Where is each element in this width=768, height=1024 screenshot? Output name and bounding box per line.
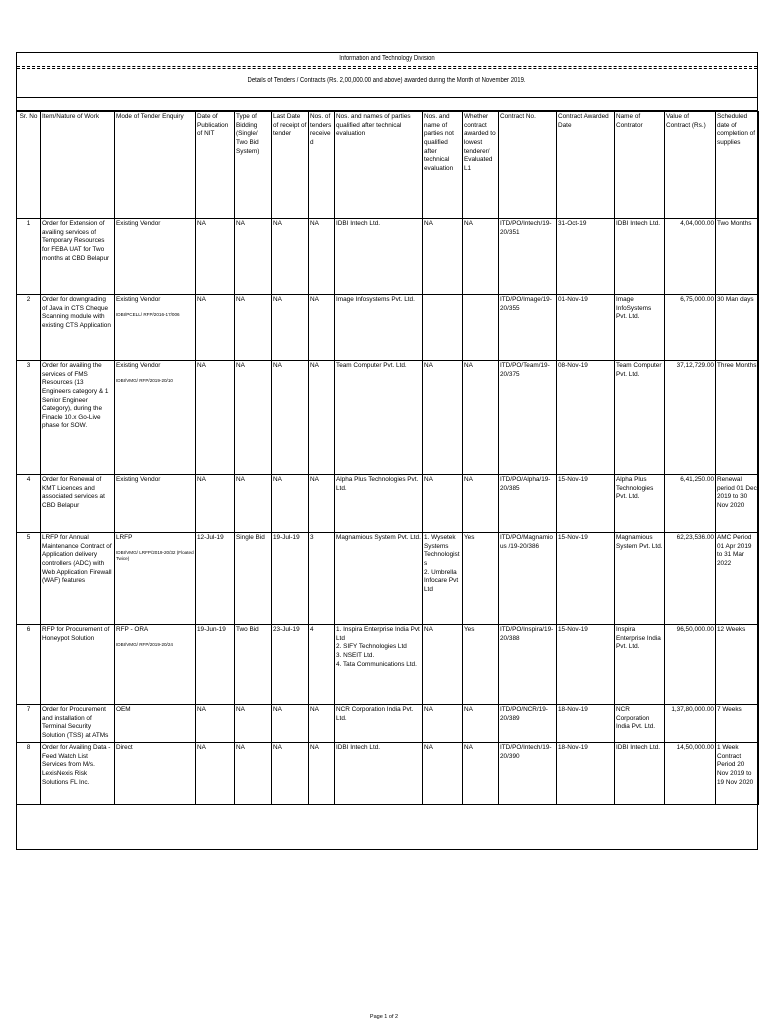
cell-contractor bbox=[615, 705, 665, 743]
cell-item bbox=[41, 705, 115, 743]
cell-contractor bbox=[615, 361, 665, 475]
cell-text: NA bbox=[197, 744, 206, 751]
cell-sr bbox=[17, 705, 41, 743]
cell-bidding bbox=[235, 295, 272, 361]
cell-text: NA bbox=[424, 220, 433, 227]
cell-not-qualified bbox=[423, 219, 463, 295]
cell-not-qualified bbox=[423, 625, 463, 705]
header-row bbox=[17, 112, 759, 219]
cell-text: 7 bbox=[26, 706, 31, 713]
cell-completion bbox=[716, 625, 759, 705]
cell-text: ITD/PO/Intech/19-20/351 bbox=[500, 220, 552, 236]
cell-not-qualified bbox=[423, 361, 463, 475]
cell-text: Yes bbox=[464, 626, 475, 633]
dashed-divider bbox=[17, 66, 757, 69]
cell-item bbox=[41, 625, 115, 705]
cell-value bbox=[665, 361, 716, 475]
cell-text: Order for Renewal of KMT Licences and associated services at CBD Belapur bbox=[42, 476, 105, 509]
cell-text: IDBI Intech Ltd. bbox=[336, 744, 381, 751]
cell-text: 31-Oct-19 bbox=[558, 220, 587, 227]
cell-text: NA bbox=[197, 476, 206, 483]
cell-text: IDBI Intech Ltd. bbox=[616, 220, 661, 227]
cell-sr bbox=[17, 533, 41, 625]
cell-text: 37,12,729.00 bbox=[676, 362, 714, 369]
cell-mode bbox=[115, 743, 196, 805]
cell-mode bbox=[115, 533, 196, 625]
cell-text: 01-Nov-19 bbox=[558, 296, 588, 303]
cell-completion bbox=[716, 743, 759, 805]
cell-tenders bbox=[309, 361, 335, 475]
cell-not-qualified bbox=[423, 533, 463, 625]
cell-text: Direct bbox=[116, 744, 133, 751]
cell-not-qualified bbox=[423, 705, 463, 743]
cell-text: RFP - ORA bbox=[116, 626, 149, 633]
division-title: Information and Technology Division bbox=[339, 55, 435, 62]
table-row bbox=[17, 361, 759, 475]
cell-text: NCR Corporation India Pvt. Ltd. bbox=[336, 706, 414, 722]
cell-bidding bbox=[235, 361, 272, 475]
cell-text: NA bbox=[310, 706, 319, 713]
cell-last-date bbox=[272, 743, 309, 805]
cell-text: Existing Vendor bbox=[116, 362, 161, 369]
cell-text: Image Infosystems Pvt. Ltd. bbox=[336, 296, 415, 303]
cell-text: NA bbox=[273, 296, 282, 303]
cell-text: 08-Nov-19 bbox=[558, 362, 588, 369]
table-row bbox=[17, 219, 759, 295]
cell-item bbox=[41, 295, 115, 361]
cell-text: Yes bbox=[464, 534, 475, 541]
cell-qualified bbox=[335, 219, 423, 295]
cell-mode bbox=[115, 475, 196, 533]
column-header: Nos. of tenders received bbox=[309, 112, 335, 219]
cell-contract-no bbox=[499, 705, 557, 743]
table-row bbox=[17, 475, 759, 533]
cell-sr bbox=[17, 361, 41, 475]
cell-nit bbox=[196, 295, 235, 361]
cell-last-date bbox=[272, 295, 309, 361]
cell-text: ITD/PO/Alpha/19-20/385 bbox=[500, 476, 551, 492]
cell-item bbox=[41, 475, 115, 533]
cell-text: NA bbox=[197, 296, 206, 303]
cell-text: LRFP bbox=[116, 534, 133, 541]
cell-text: 96,50,000.00 bbox=[676, 626, 714, 633]
cell-bidding bbox=[235, 743, 272, 805]
cell-contractor bbox=[615, 533, 665, 625]
cell-text: AMC Period 01 Apr 2019 to 31 Mar 2022 bbox=[717, 534, 752, 567]
cell-not-qualified bbox=[423, 475, 463, 533]
cell-text: ITD/PO/NCR/19-20/389 bbox=[500, 706, 548, 722]
cell-text: NA bbox=[273, 362, 282, 369]
cell-text: NA bbox=[236, 706, 245, 713]
cell-nit bbox=[196, 705, 235, 743]
cell-text: ITD/PO/Team/19-20/375 bbox=[500, 362, 550, 378]
cell-tenders bbox=[309, 743, 335, 805]
cell-last-date bbox=[272, 361, 309, 475]
cell-value bbox=[665, 475, 716, 533]
cell-tenders bbox=[309, 533, 335, 625]
cell-awarded-date bbox=[557, 533, 615, 625]
cell-contract-no bbox=[499, 625, 557, 705]
tender-reference: IDBI/PCELL/ RFP/2016-17/006 bbox=[116, 311, 180, 317]
cell-value bbox=[665, 705, 716, 743]
cell-text: NA bbox=[236, 296, 245, 303]
tender-reference: IDBI/VMG/ LRFP/2019-20/32 (Floated Twice) bbox=[116, 549, 194, 561]
cell-nit bbox=[196, 533, 235, 625]
cell-text: 23-Jul-19 bbox=[273, 626, 300, 633]
cell-text: 62,23,536.00 bbox=[676, 534, 714, 541]
cell-text: 5 bbox=[26, 534, 31, 541]
cell-contract-no bbox=[499, 475, 557, 533]
cell-text: IDBI Intech Ltd. bbox=[616, 744, 661, 751]
cell-text: NA bbox=[310, 476, 319, 483]
column-header: Name of Contrator bbox=[615, 112, 665, 219]
cell-bidding bbox=[235, 475, 272, 533]
cell-text: LRFP for Annual Maintenance Contract of Application delivery controllers (ADC) with Web Application Firewall (WAF) features bbox=[42, 534, 112, 585]
cell-text: NA bbox=[464, 362, 473, 369]
cell-text: Team Computer Pvt. Ltd. bbox=[336, 362, 407, 369]
cell-text: 12 Weeks bbox=[717, 626, 746, 633]
cell-text: 1. Inspira Enterprise India Pvt Ltd 2. SIFY Technologies Ltd 3. NSEIT Ltd. 4. Tata Communications Ltd. bbox=[336, 626, 420, 668]
cell-sr bbox=[17, 219, 41, 295]
cell-text: NA bbox=[236, 476, 245, 483]
cell-qualified bbox=[335, 625, 423, 705]
cell-value bbox=[665, 295, 716, 361]
cell-text: Existing Vendor bbox=[116, 220, 161, 227]
cell-text: 14,50,000.00 bbox=[676, 744, 714, 751]
cell-text: Image InfoSystems Pvt. Ltd. bbox=[616, 296, 652, 321]
cell-text: Existing Vendor bbox=[116, 296, 161, 303]
cell-text: Order for Procurement and installation of Terminal Security Solution (TSS) at ATMs bbox=[42, 706, 109, 739]
cell-text: 19-Jul-19 bbox=[273, 534, 300, 541]
cell-text: RFP for Procurement of Honeypot Solution bbox=[42, 626, 110, 642]
cell-nit bbox=[196, 625, 235, 705]
cell-awarded-date bbox=[557, 625, 615, 705]
cell-text: Alpha Plus Technologies Pvt. Ltd. bbox=[336, 476, 419, 492]
column-header: Mode of Tender Enquiry bbox=[115, 112, 196, 219]
cell-awarded-date bbox=[557, 705, 615, 743]
cell-bidding bbox=[235, 705, 272, 743]
cell-awarded-date bbox=[557, 361, 615, 475]
cell-text: NA bbox=[310, 220, 319, 227]
cell-mode bbox=[115, 219, 196, 295]
cell-awarded-date bbox=[557, 743, 615, 805]
cell-text: NA bbox=[464, 220, 473, 227]
cell-qualified bbox=[335, 295, 423, 361]
table-row bbox=[17, 625, 759, 705]
cell-text: 3 bbox=[26, 362, 31, 369]
cell-value bbox=[665, 743, 716, 805]
cell-text: NA bbox=[424, 476, 433, 483]
cell-qualified bbox=[335, 743, 423, 805]
cell-text: NA bbox=[236, 744, 245, 751]
cell-text: Order for availing the services of FMS Resources (13 Engineers category & 1 Senior Engineer Category), during the Finacle 10.x Go-Live phase for SOW. bbox=[42, 362, 109, 430]
cell-text: 1 Week Contract Period 20 Nov 2019 to 19 Nov 2020 bbox=[717, 744, 754, 786]
cell-text: 30 Man days bbox=[717, 296, 754, 303]
cell-lowest bbox=[463, 361, 499, 475]
cell-text: NA bbox=[424, 744, 433, 751]
cell-mode bbox=[115, 705, 196, 743]
cell-contractor bbox=[615, 625, 665, 705]
table-row bbox=[17, 295, 759, 361]
cell-tenders bbox=[309, 295, 335, 361]
cell-lowest bbox=[463, 475, 499, 533]
cell-contract-no bbox=[499, 533, 557, 625]
column-header: Whether contract awarded to lowest tenderer/ Evaluated L1 bbox=[463, 112, 499, 219]
column-header: Item/Nature of Work bbox=[41, 112, 115, 219]
cell-text: NA bbox=[310, 362, 319, 369]
cell-contract-no bbox=[499, 361, 557, 475]
cell-text: 19-Jun-19 bbox=[197, 626, 226, 633]
column-header: Contract No. bbox=[499, 112, 557, 219]
cell-text: NA bbox=[273, 706, 282, 713]
cell-contract-no bbox=[499, 295, 557, 361]
cell-qualified bbox=[335, 475, 423, 533]
cell-completion bbox=[716, 705, 759, 743]
cell-text: Two Months bbox=[717, 220, 752, 227]
cell-tenders bbox=[309, 705, 335, 743]
cell-text: 3 bbox=[310, 534, 314, 541]
cell-completion bbox=[716, 361, 759, 475]
cell-text: Magnamious System Pvt. Ltd. bbox=[336, 534, 421, 541]
cell-text: 7 Weeks bbox=[717, 706, 742, 713]
cell-contract-no bbox=[499, 743, 557, 805]
column-header: Value of Contract (Rs.) bbox=[665, 112, 716, 219]
cell-lowest bbox=[463, 705, 499, 743]
cell-text: 6,41,250.00 bbox=[680, 476, 714, 483]
cell-text: Single Bid bbox=[236, 534, 265, 541]
report-subtitle bbox=[16, 72, 758, 98]
cell-text: 2 bbox=[26, 296, 31, 303]
cell-text: NA bbox=[273, 476, 282, 483]
cell-not-qualified bbox=[423, 295, 463, 361]
column-header: Nos. and name of parties not qualified after technical evaluation bbox=[423, 112, 463, 219]
cell-text: ITD/PO/Inspira/19-20/388 bbox=[500, 626, 554, 642]
cell-text: 15-Nov-19 bbox=[558, 476, 588, 483]
cell-tenders bbox=[309, 625, 335, 705]
cell-text: Order for Availing Data - Feed Watch List Services from M/s. LexisNexis Risk Solutions FL Inc. bbox=[42, 744, 111, 786]
cell-text: NA bbox=[424, 626, 433, 633]
cell-lowest bbox=[463, 295, 499, 361]
cell-item bbox=[41, 533, 115, 625]
cell-text: NA bbox=[197, 220, 206, 227]
cell-text: OEM bbox=[116, 706, 131, 713]
cell-text: 1. Wysetek Systems Technologists 2. Umbrella Infocare Pvt Ltd bbox=[424, 534, 460, 593]
cell-lowest bbox=[463, 219, 499, 295]
table-row bbox=[17, 705, 759, 743]
cell-last-date bbox=[272, 475, 309, 533]
cell-text: NA bbox=[273, 220, 282, 227]
cell-lowest bbox=[463, 743, 499, 805]
cell-text: 4,04,000.00 bbox=[680, 220, 714, 227]
column-header: Last Date of receipt of tender bbox=[272, 112, 309, 219]
cell-text: NA bbox=[464, 744, 473, 751]
cell-completion bbox=[716, 219, 759, 295]
cell-mode bbox=[115, 625, 196, 705]
cell-text: Team Computer Pvt. Ltd. bbox=[616, 362, 662, 378]
cell-text: NA bbox=[424, 362, 433, 369]
cell-awarded-date bbox=[557, 295, 615, 361]
cell-qualified bbox=[335, 705, 423, 743]
cell-qualified bbox=[335, 533, 423, 625]
column-header: Contract Awarded Date bbox=[557, 112, 615, 219]
cell-completion bbox=[716, 295, 759, 361]
table-row bbox=[17, 533, 759, 625]
column-header: Date of Publication of NIT bbox=[196, 112, 235, 219]
cell-text: Alpha Plus Technologies Pvt. Ltd. bbox=[616, 476, 654, 501]
cell-text: 4 bbox=[26, 476, 31, 483]
cell-tenders bbox=[309, 219, 335, 295]
cell-nit bbox=[196, 743, 235, 805]
cell-text: 6 bbox=[26, 626, 31, 633]
cell-bidding bbox=[235, 625, 272, 705]
cell-nit bbox=[196, 361, 235, 475]
cell-text: ITD/PO/Magnamious /19-20/386 bbox=[500, 534, 553, 550]
cell-text: ITD/PO/Image/19-20/355 bbox=[500, 296, 552, 312]
cell-text: NA bbox=[464, 476, 473, 483]
cell-awarded-date bbox=[557, 219, 615, 295]
cell-mode bbox=[115, 361, 196, 475]
cell-text: Order for Extension of availing services of Temporary Resources for FEBA UAT for Two months at CBD Belapur bbox=[42, 220, 110, 262]
cell-text: NA bbox=[464, 706, 473, 713]
cell-sr bbox=[17, 743, 41, 805]
cell-contractor bbox=[615, 743, 665, 805]
tender-reference: IDBI/VMG/ RFP/2019-20/24 bbox=[116, 641, 173, 647]
cell-text: Three Months bbox=[717, 362, 757, 369]
table-row bbox=[17, 743, 759, 805]
cell-text: 15-Nov-19 bbox=[558, 626, 588, 633]
tender-reference: IDBI/VMG/ RFP/2019-20/10 bbox=[116, 377, 173, 383]
cell-item bbox=[41, 361, 115, 475]
cell-value bbox=[665, 219, 716, 295]
cell-awarded-date bbox=[557, 475, 615, 533]
cell-text: NA bbox=[310, 744, 319, 751]
cell-text: 15-Nov-19 bbox=[558, 534, 588, 541]
cell-text: 6,75,000.00 bbox=[680, 296, 714, 303]
cell-text: NA bbox=[310, 296, 319, 303]
cell-contractor bbox=[615, 219, 665, 295]
cell-bidding bbox=[235, 219, 272, 295]
cell-text: Renewal period 01 Dec 2019 to 30 Nov 2020 bbox=[717, 476, 757, 509]
cell-lowest bbox=[463, 625, 499, 705]
cell-text: IDBI Intech Ltd. bbox=[336, 220, 381, 227]
cell-text: NA bbox=[424, 706, 433, 713]
page-number: Page 1 of 2 bbox=[369, 1014, 399, 1020]
cell-text: Inspira Enterprise India Pvt. Ltd. bbox=[616, 626, 661, 651]
column-header: Type of Bidding (Single/ Two Bid System) bbox=[235, 112, 272, 219]
cell-contract-no bbox=[499, 219, 557, 295]
cell-text: ITD/PO/Intech/19-20/390 bbox=[500, 744, 552, 760]
cell-text: 18-Nov-19 bbox=[558, 744, 588, 751]
cell-lowest bbox=[463, 533, 499, 625]
cell-contractor bbox=[615, 295, 665, 361]
cell-sr bbox=[17, 475, 41, 533]
cell-text: NA bbox=[273, 744, 282, 751]
cell-text: Two Bid bbox=[236, 626, 259, 633]
cell-text: Existing Vendor bbox=[116, 476, 161, 483]
cell-tenders bbox=[309, 475, 335, 533]
cell-not-qualified bbox=[423, 743, 463, 805]
cell-completion bbox=[716, 533, 759, 625]
cell-text: NA bbox=[197, 362, 206, 369]
cell-text: Magnamious System Pvt. Ltd. bbox=[616, 534, 663, 550]
cell-item bbox=[41, 743, 115, 805]
cell-text: NA bbox=[197, 706, 206, 713]
cell-text: NA bbox=[236, 220, 245, 227]
column-header: Nos. and names of parties qualified after technical evaluation bbox=[335, 112, 423, 219]
cell-nit bbox=[196, 475, 235, 533]
cell-text: 8 bbox=[26, 744, 31, 751]
cell-item bbox=[41, 219, 115, 295]
cell-bidding bbox=[235, 533, 272, 625]
cell-text: 18-Nov-19 bbox=[558, 706, 588, 713]
cell-last-date bbox=[272, 705, 309, 743]
cell-value bbox=[665, 625, 716, 705]
cell-contractor bbox=[615, 475, 665, 533]
table-body bbox=[17, 219, 759, 805]
column-header: Scheduled date of completion of supplies bbox=[716, 112, 759, 219]
report-subtitle-text: Details of Tenders / Contracts (Rs. 2,00,000.00 and above) awarded during the Month of November 2019. bbox=[247, 77, 527, 84]
cell-qualified bbox=[335, 361, 423, 475]
cell-text: Order for downgrading of Java in CTS Cheque Scanning module with existing CTS Application bbox=[42, 296, 111, 329]
cell-sr bbox=[17, 295, 41, 361]
cell-last-date bbox=[272, 625, 309, 705]
blank-row bbox=[16, 98, 758, 111]
column-header: Sr. No bbox=[17, 112, 41, 219]
cell-text: 1 bbox=[26, 220, 31, 227]
cell-nit bbox=[196, 219, 235, 295]
cell-text: 1,37,80,000.00 bbox=[671, 706, 714, 713]
cell-text: 12-Jul-19 bbox=[197, 534, 224, 541]
cell-completion bbox=[716, 475, 759, 533]
cell-value bbox=[665, 533, 716, 625]
cell-sr bbox=[17, 625, 41, 705]
cell-last-date bbox=[272, 533, 309, 625]
cell-last-date bbox=[272, 219, 309, 295]
cell-mode bbox=[115, 295, 196, 361]
cell-text: NA bbox=[236, 362, 245, 369]
cell-text: NCR Corporation India Pvt. Ltd. bbox=[616, 706, 656, 731]
tenders-table bbox=[16, 111, 759, 805]
cell-text: 4 bbox=[310, 626, 314, 633]
